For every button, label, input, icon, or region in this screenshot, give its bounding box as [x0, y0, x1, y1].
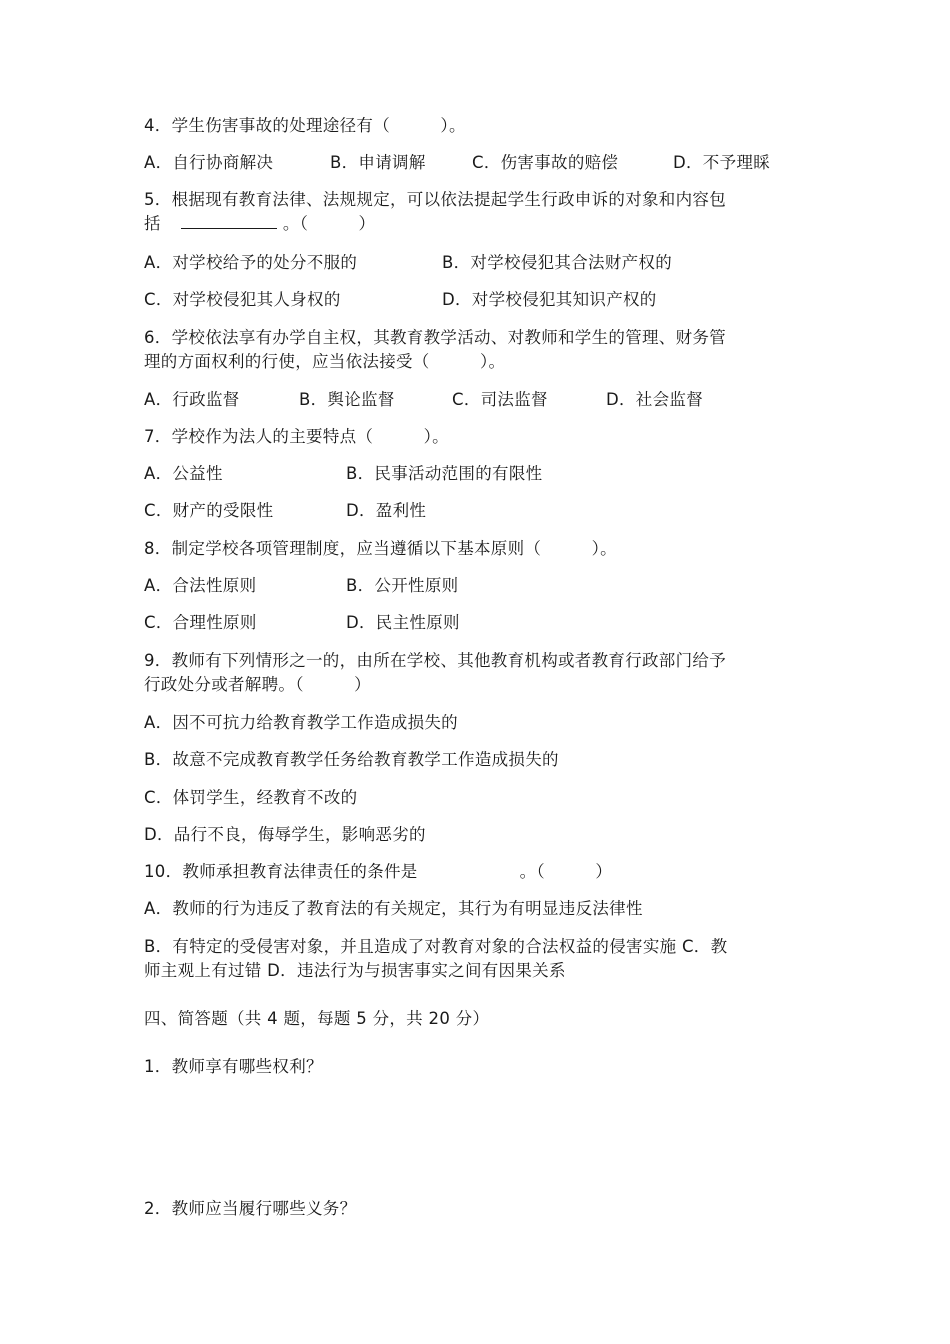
q6-option-b: B．舆论监督	[299, 390, 395, 409]
q7-option-c: C．财产的受限性	[144, 501, 274, 520]
q4-stem: 4．学生伤害事故的处理途径有（ ）。	[144, 116, 466, 135]
q7-option-b: B．民事活动范围的有限性	[346, 464, 543, 483]
q7-stem: 7．学校作为法人的主要特点（ ）。	[144, 427, 449, 446]
q4-option-c: C．伤害事故的赔偿	[472, 153, 619, 172]
q8-option-a: A．合法性原则	[144, 576, 257, 595]
q10-stem-pre: 10．教师承担教育法律责任的条件是	[144, 862, 418, 881]
section4-q1: 1．教师享有哪些权利？	[144, 1057, 323, 1076]
q9-option-a: A．因不可抗力给教育教学工作造成损失的	[144, 713, 458, 732]
q8-stem: 8．制定学校各项管理制度，应当遵循以下基本原则（ ）。	[144, 539, 617, 558]
answer-blank	[181, 213, 277, 229]
q6-option-d: D．社会监督	[606, 390, 704, 409]
q10-option-b-line2: 师主观上有过错 D．违法行为与损害事实之间有因果关系	[144, 961, 566, 980]
q5-stem-line2	[144, 213, 375, 235]
q7-option-d: D．盈利性	[346, 501, 427, 520]
q6-stem-line1: 6．学校依法享有办学自主权，其教育教学活动、对教师和学生的管理、财务管	[144, 328, 726, 347]
q10-option-a: A．教师的行为违反了教育法的有关规定，其行为有明显违反法律性	[144, 899, 643, 918]
q8-option-d: D．民主性原则	[346, 613, 460, 632]
q5-option-b: B．对学校侵犯其合法财产权的	[442, 253, 673, 272]
q8-option-c: C．合理性原则	[144, 613, 257, 632]
section4-title: 四、简答题（共 4 题，每题 5 分，共 20 分）	[144, 1009, 490, 1028]
q8-option-b: B．公开性原则	[346, 576, 459, 595]
q9-option-d: D．品行不良，侮辱学生，影响恶劣的	[144, 825, 426, 844]
q5-option-a: A．对学校给予的处分不服的	[144, 253, 358, 272]
q5-option-c: C．对学校侵犯其人身权的	[144, 290, 341, 309]
q9-option-b: B．故意不完成教育教学任务给教育教学工作造成损失的	[144, 750, 559, 769]
q4-option-a: A．自行协商解决	[144, 153, 274, 172]
q10-stem-post: 。（ ）	[519, 862, 613, 881]
q6-stem-line2: 理的方面权利的行使，应当依法接受（ ）。	[144, 352, 506, 371]
answer-blank	[424, 861, 514, 877]
q6-option-c: C．司法监督	[452, 390, 548, 409]
q5-stem-pre: 括	[144, 214, 161, 233]
q5-stem-line1: 5．根据现有教育法律、法规规定，可以依法提起学生行政申诉的对象和内容包	[144, 190, 726, 209]
q9-option-c: C．体罚学生，经教育不改的	[144, 788, 358, 807]
q5-stem-post: 。（ ）	[282, 214, 376, 233]
q5-option-d: D．对学校侵犯其知识产权的	[442, 290, 657, 309]
q4-option-b: B．申请调解	[330, 153, 426, 172]
q6-option-a: A．行政监督	[144, 390, 240, 409]
q4-option-d: D．不予理睬	[673, 153, 771, 172]
section4-q2: 2．教师应当履行哪些义务？	[144, 1199, 357, 1218]
q9-stem-line1: 9．教师有下列情形之一的，由所在学校、其他教育机构或者教育行政部门给予	[144, 651, 726, 670]
q10-option-b-line1: B．有特定的受侵害对象，并且造成了对教育对象的合法权益的侵害实施 C．教	[144, 937, 728, 956]
q7-option-a: A．公益性	[144, 464, 223, 483]
q9-stem-line2: 行政处分或者解聘。（ ）	[144, 675, 371, 694]
q10-stem	[144, 861, 612, 883]
